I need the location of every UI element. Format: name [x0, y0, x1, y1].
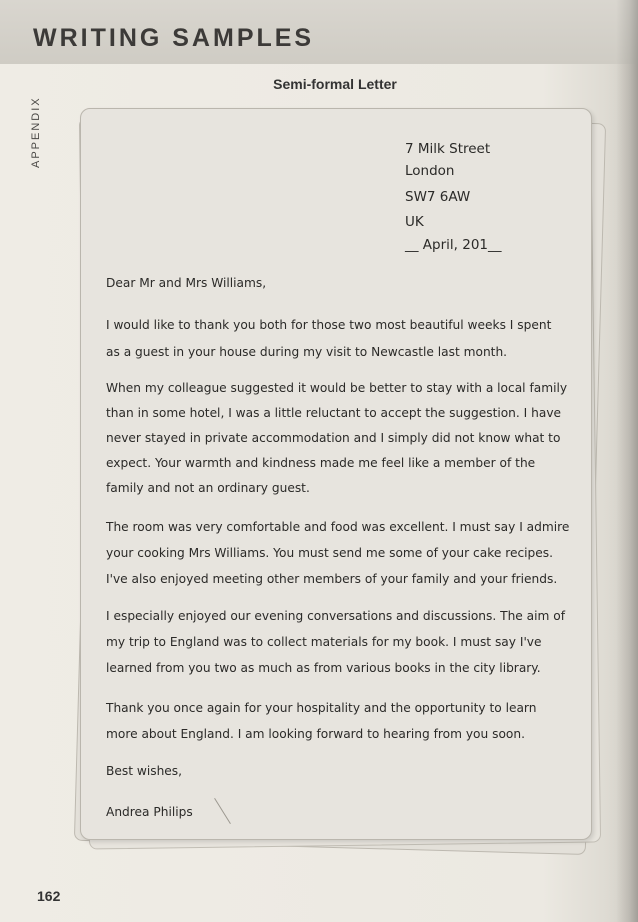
signature: Andrea Philips	[106, 805, 193, 819]
paragraph-5-line: Thank you once again for your hospitality and the opportunity to learn	[106, 701, 537, 715]
address-postcode: SW7 6AW	[405, 189, 471, 205]
letter-type-heading: Semi-formal Letter	[273, 76, 397, 92]
paragraph-3-line: The room was very comfortable and food was excellent. I must say I admire	[106, 520, 570, 534]
paragraph-1-line: I would like to thank you both for those two most beautiful weeks I spent	[106, 318, 552, 332]
paragraph-2-line: When my colleague suggested it would be better to stay with a local family	[106, 381, 568, 395]
closing: Best wishes,	[106, 764, 183, 778]
paragraph-4-line: learned from you two as much as from various books in the city library.	[106, 661, 541, 675]
letter-date: __ April, 201__	[405, 237, 502, 253]
paragraph-1-line: as a guest in your house during my visit to Newcastle last month.	[106, 345, 508, 359]
paragraph-5-line: more about England. I am looking forward to hearing from you soon.	[106, 727, 525, 741]
side-label: APPENDIX	[30, 96, 42, 168]
paragraph-3-line: I've also enjoyed meeting other members of your family and your friends.	[106, 572, 558, 586]
paragraph-4-line: my trip to England was to collect materials for my book. I must say I've	[106, 635, 542, 649]
page-number: 162	[37, 888, 61, 904]
paragraph-2-line: than in some hotel, I was a little reluctant to accept the suggestion. I have	[106, 406, 562, 420]
paragraph-3-line: your cooking Mrs Williams. You must send me some of your cake recipes.	[106, 546, 553, 560]
paragraph-2-line: family and not an ordinary guest.	[106, 481, 310, 495]
address-city: London	[405, 163, 455, 179]
address-street: 7 Milk Street	[405, 141, 491, 157]
address-country: UK	[405, 214, 424, 230]
page-spine-shadow	[616, 0, 638, 922]
section-title: WRITING SAMPLES	[33, 24, 315, 52]
paragraph-4-line: I especially enjoyed our evening conversations and discussions. The aim of	[106, 609, 566, 623]
greeting: Dear Mr and Mrs Williams,	[106, 276, 267, 290]
paragraph-2-line: expect. Your warmth and kindness made me feel like a member of the	[106, 456, 536, 470]
paragraph-2-line: never stayed in private accommodation and I simply did not know what to	[106, 431, 561, 445]
